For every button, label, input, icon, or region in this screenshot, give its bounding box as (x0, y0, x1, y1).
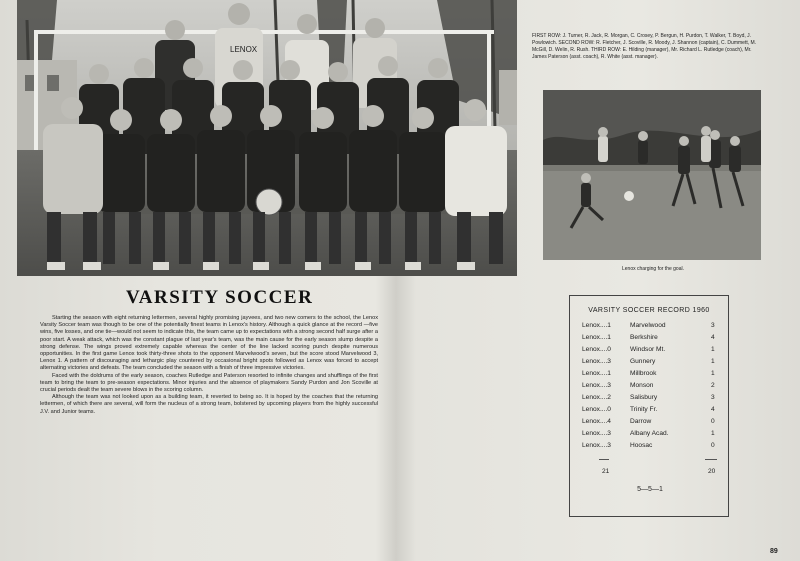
record-row (570, 406, 730, 418)
opponent-score: 1 (711, 430, 715, 437)
record-row (570, 394, 730, 406)
record-row (570, 346, 730, 358)
page-title: VARSITY SOCCER (126, 287, 314, 308)
opponent-name: Salisbury (630, 394, 658, 401)
lenox-score: Lenox....3 (582, 442, 611, 449)
record-row (570, 418, 730, 430)
team-photo-caption: FIRST ROW: J. Turner, R. Jack, R. Morgan, C. Crosey, P. Bergun, H. Purdon, T. Walker, T. Boyd, J. Powlowich. SECOND ROW: R. Fletcher, J. Scoville, R. Moody, J. Shannon (captain), C. Dummett, M. McGill, D. Welin, R. Rush. THIRD ROW: E. Hilding (manager), Mr. Richard L. Rutledge (coach), Mr. James Paterson (asst. coach), R. White (asst. manager). (532, 33, 757, 60)
article-paragraph: Starting the season with eight returning lettermen, several highly promising jayvees, and two new comers to the school, the Lenox Varsity Soccer team was though to be one of the potentially finest teams in Lenox's history. Although a quick glance at the record —five wins, five losses, and one tie—would not seem to indicate this, the team came up to expectations with a strong second half surge after a poor start. A weak attack, which was the constant plague of last year's team, was the main cause for the early season slump despite a strong defense. The wings proved extremely capable whereas the center of the line lacked scoring punch despite numerous opportunities. In the first game Lenox took thirty-three shots to the opponent Marvelwood's seven, but the score stood Marvelwood 3, Lenox 1. A pattern of discouraging and lethargic play countered by occasional bright spots followed as Lenox was forced to accept alternating victories and defeats. The team concluded the season with a finish of three impressive victories. (40, 315, 378, 372)
opponent-name: Albany Acad. (630, 430, 669, 437)
lenox-score: Lenox....1 (582, 322, 611, 329)
season-record-box (569, 295, 729, 517)
lenox-score: Lenox....3 (582, 430, 611, 437)
record-row (570, 442, 730, 454)
opponent-score: 0 (711, 418, 715, 425)
opponent-name: Gunnery (630, 358, 656, 365)
total-rule-lenox (599, 459, 609, 460)
opponent-score: 0 (711, 442, 715, 449)
record-row (570, 430, 730, 442)
opponent-name: Marvelwood (630, 322, 666, 329)
opponent-score: 1 (711, 346, 715, 353)
lenox-score: Lenox....1 (582, 370, 611, 377)
record-row (570, 322, 730, 334)
opponent-name: Trinity Fr. (630, 406, 658, 413)
opponent-name: Darrow (630, 418, 652, 425)
article-paragraph: Although the team was not looked upon as a building team, it reverted to being so. It is hoped by the coaches that the returning lettermen, of which there are several, will form the nucleus of a strong team, bolstered by upcoming players from the highly successful J.V. and Junior teams. (40, 394, 378, 415)
opponent-total: 20 (708, 468, 716, 475)
overall-record: 5—5—1 (637, 486, 663, 493)
lenox-score: Lenox....3 (582, 382, 611, 389)
record-row (570, 358, 730, 370)
opponent-name: Monson (630, 382, 654, 389)
sweater-lettering: LENOX (230, 45, 258, 54)
article-paragraph: Faced with the doldrums of the early season, coaches Rutledge and Paterson resorted to infinite changes and shufflings of the first team to bring the team to pre-season expectations. Minor injuries and the absence of playmakers Sandy Purdon and Jon Scoville at crucial periods dealt the team severe blows in the scoring column. (40, 372, 378, 394)
record-row (570, 370, 730, 382)
opponent-score: 2 (711, 382, 715, 389)
record-title: VARSITY SOCCER RECORD 1960 (588, 307, 710, 314)
action-photo (543, 90, 761, 260)
lenox-score: Lenox....3 (582, 358, 611, 365)
page-number: 89 (770, 548, 778, 555)
totals-row (570, 468, 730, 478)
opponent-name: Berkshire (630, 334, 658, 341)
lenox-score: Lenox....4 (582, 418, 611, 425)
opponent-score: 1 (711, 358, 715, 365)
record-row (570, 382, 730, 394)
lenox-score: Lenox....1 (582, 334, 611, 341)
lenox-score: Lenox....0 (582, 346, 611, 353)
article-body (40, 315, 378, 416)
opponent-name: Millbrook (630, 370, 657, 377)
opponent-score: 4 (711, 406, 715, 413)
opponent-score: 4 (711, 334, 715, 341)
opponent-score: 1 (711, 370, 715, 377)
team-photo-image (17, 0, 517, 276)
opponent-score: 3 (711, 394, 715, 401)
lenox-score: Lenox....2 (582, 394, 611, 401)
lenox-total: 21 (602, 468, 610, 475)
action-photo-caption: Lenox charging for the goal. (622, 266, 684, 272)
opponent-name: Hoosac (630, 442, 653, 449)
team-photo (17, 0, 517, 276)
record-row (570, 334, 730, 346)
total-rule-opponent (705, 459, 717, 460)
opponent-score: 3 (711, 322, 715, 329)
lenox-score: Lenox....0 (582, 406, 611, 413)
opponent-name: Windsor Mt. (630, 346, 666, 353)
action-photo-image (543, 90, 761, 260)
